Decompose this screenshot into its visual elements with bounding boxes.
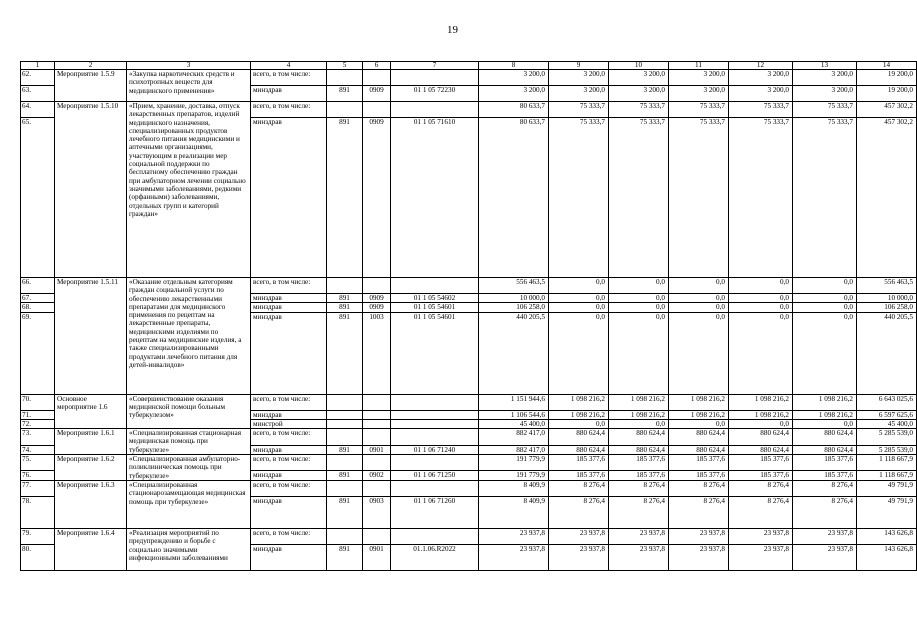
amount-cell: 882 417,0 (479, 429, 549, 445)
executor: минздрав (251, 86, 327, 102)
header-cell: 2 (55, 62, 127, 70)
amount-cell: 5 285 539,0 (857, 445, 917, 455)
executor: всего, в том числе: (251, 480, 327, 496)
grbs-code: 891 (327, 312, 363, 394)
executor: минстрой (251, 419, 327, 428)
header-cell: 8 (479, 62, 549, 70)
activity-description: «Специализированная амбулаторно-поликлиническая помощь при туберкулезе» (127, 455, 251, 481)
amount-cell: 880 624,4 (549, 429, 609, 445)
row-number: 76. (21, 471, 55, 481)
amount-cell: 3 200,0 (479, 86, 549, 102)
header-cell: 13 (793, 62, 857, 70)
amount-cell: 3 200,0 (729, 70, 793, 86)
row-number: 71. (21, 410, 55, 419)
amount-cell: 106 258,0 (857, 303, 917, 312)
amount-cell: 1 118 667,9 (857, 455, 917, 471)
amount-cell: 0,0 (669, 294, 729, 303)
target-code (391, 70, 479, 86)
amount-cell: 3 200,0 (549, 86, 609, 102)
header-cell: 9 (549, 62, 609, 70)
amount-cell: 457 302,2 (857, 102, 917, 118)
amount-cell: 0,0 (549, 294, 609, 303)
amount-cell: 880 624,4 (729, 445, 793, 455)
table-row (21, 102, 917, 118)
header-cell: 12 (729, 62, 793, 70)
amount-cell: 0,0 (609, 419, 669, 428)
table-row (21, 70, 917, 86)
target-code (391, 102, 479, 118)
amount-cell: 75 333,7 (609, 118, 669, 278)
amount-cell: 0,0 (729, 419, 793, 428)
amount-cell: 185 377,6 (609, 455, 669, 471)
amount-cell: 143 626,8 (857, 544, 917, 570)
activity-description: «Совершенствование оказания медицинской помощи больным туберкулезом» (127, 394, 251, 429)
amount-cell: 1 098 216,2 (609, 394, 669, 410)
amount-cell: 80 633,7 (479, 102, 549, 118)
section-code (363, 480, 391, 496)
amount-cell: 880 624,4 (609, 429, 669, 445)
grbs-code: 891 (327, 86, 363, 102)
grbs-code (327, 429, 363, 445)
section-code: 0902 (363, 471, 391, 481)
amount-cell: 75 333,7 (609, 102, 669, 118)
grbs-code (327, 278, 363, 294)
amount-cell: 0,0 (549, 303, 609, 312)
amount-cell: 880 624,4 (609, 445, 669, 455)
amount-cell: 23 937,8 (669, 544, 729, 570)
target-code: 01 1 06 71240 (391, 445, 479, 455)
section-code (363, 70, 391, 86)
executor: минздрав (251, 294, 327, 303)
amount-cell: 1 098 216,2 (669, 410, 729, 419)
activity-description: «Оказание отдельным категориям граждан социальной услуги по обеспечению лекарственными препаратами для медицинского применения по рецептам на лекарственные препараты, медицинскими изделиями по рецептам на медицинские изделия, а также специализированными продуктами лечебного питания для детей-инвалидов» (127, 278, 251, 395)
amount-cell: 5 285 539,0 (857, 429, 917, 445)
amount-cell: 3 200,0 (609, 86, 669, 102)
header-row (21, 62, 917, 70)
amount-cell: 143 626,8 (857, 528, 917, 544)
amount-cell: 8 276,4 (793, 496, 857, 528)
amount-cell: 0,0 (793, 303, 857, 312)
executor: всего, в том числе: (251, 455, 327, 471)
amount-cell: 185 377,6 (793, 471, 857, 481)
activity-description: «Закупка наркотических средств и психотропных веществ для медицинского применения» (127, 70, 251, 102)
amount-cell: 3 200,0 (729, 86, 793, 102)
amount-cell: 556 463,5 (479, 278, 549, 294)
amount-cell: 75 333,7 (549, 102, 609, 118)
amount-cell: 19 200,0 (857, 86, 917, 102)
section-code (363, 102, 391, 118)
row-number: 79. (21, 528, 55, 544)
amount-cell: 0,0 (609, 312, 669, 394)
header-cell: 1 (21, 62, 55, 70)
grbs-code: 891 (327, 544, 363, 570)
amount-cell: 0,0 (669, 278, 729, 294)
amount-cell: 0,0 (793, 312, 857, 394)
section-code: 0901 (363, 544, 391, 570)
target-code (391, 480, 479, 496)
executor: всего, в том числе: (251, 528, 327, 544)
amount-cell: 1 098 216,2 (793, 410, 857, 419)
section-code: 1003 (363, 312, 391, 394)
grbs-code: 891 (327, 496, 363, 528)
amount-cell: 8 409,9 (479, 480, 549, 496)
amount-cell: 1 118 667,9 (857, 471, 917, 481)
section-code (363, 528, 391, 544)
executor: минздрав (251, 312, 327, 394)
row-number: 62. (21, 70, 55, 86)
amount-cell: 0,0 (729, 303, 793, 312)
target-code: 01 1 05 54602 (391, 294, 479, 303)
amount-cell: 440 205,5 (857, 312, 917, 394)
amount-cell: 1 098 216,2 (669, 394, 729, 410)
grbs-code (327, 528, 363, 544)
row-number: 63. (21, 86, 55, 102)
table-row (21, 394, 917, 410)
amount-cell: 191 779,9 (479, 471, 549, 481)
header-cell: 10 (609, 62, 669, 70)
amount-cell: 45 400,0 (857, 419, 917, 428)
executor: минздрав (251, 303, 327, 312)
amount-cell: 0,0 (669, 312, 729, 394)
executor: минздрав (251, 118, 327, 278)
activity-description: «Специализированная стационарная медицинская помощь при туберкулезе» (127, 429, 251, 455)
activity-name: Основное мероприятие 1.6 (55, 394, 127, 429)
activity-name: Мероприятие 1.6.4 (55, 528, 127, 570)
amount-cell: 23 937,8 (609, 528, 669, 544)
section-code (363, 455, 391, 471)
amount-cell: 3 200,0 (669, 70, 729, 86)
table-row (21, 278, 917, 294)
amount-cell: 8 276,4 (549, 480, 609, 496)
executor: минздрав (251, 496, 327, 528)
amount-cell: 8 276,4 (793, 480, 857, 496)
executor: всего, в том числе: (251, 429, 327, 445)
amount-cell: 8 276,4 (609, 496, 669, 528)
row-number: 77. (21, 480, 55, 496)
amount-cell: 80 633,7 (479, 118, 549, 278)
amount-cell: 23 937,8 (793, 528, 857, 544)
amount-cell: 75 333,7 (729, 102, 793, 118)
activity-description: «Специализированная стационарозамещающая медицинская помощь при туберкулезе» (127, 480, 251, 528)
row-number: 65. (21, 118, 55, 278)
amount-cell: 10 000,0 (479, 294, 549, 303)
amount-cell: 8 409,9 (479, 496, 549, 528)
executor: минздрав (251, 410, 327, 419)
section-code (363, 429, 391, 445)
amount-cell: 0,0 (729, 312, 793, 394)
amount-cell: 882 417,0 (479, 445, 549, 455)
activity-description: «Реализация мероприятий по предупреждению и борьбе с социально значимыми инфекционными заболеваниями (127, 528, 251, 570)
amount-cell: 1 106 544,6 (479, 410, 549, 419)
amount-cell: 0,0 (729, 294, 793, 303)
amount-cell: 3 200,0 (549, 70, 609, 86)
executor: всего, в том числе: (251, 278, 327, 294)
section-code (363, 419, 391, 428)
grbs-code (327, 410, 363, 419)
section-code: 0901 (363, 445, 391, 455)
amount-cell: 0,0 (793, 294, 857, 303)
row-number: 68. (21, 303, 55, 312)
executor: всего, в том числе: (251, 70, 327, 86)
target-code (391, 394, 479, 410)
grbs-code: 891 (327, 294, 363, 303)
section-code (363, 394, 391, 410)
row-number: 78. (21, 496, 55, 528)
amount-cell: 1 098 216,2 (793, 394, 857, 410)
amount-cell: 880 624,4 (669, 445, 729, 455)
activity-name: Мероприятие 1.5.9 (55, 70, 127, 102)
target-code: 01.1.06.R2022 (391, 544, 479, 570)
amount-cell: 457 302,2 (857, 118, 917, 278)
row-number: 70. (21, 394, 55, 410)
table-row (21, 480, 917, 496)
section-code: 0909 (363, 86, 391, 102)
header-cell: 11 (669, 62, 729, 70)
amount-cell: 0,0 (549, 312, 609, 394)
grbs-code (327, 419, 363, 428)
amount-cell: 1 098 216,2 (729, 394, 793, 410)
amount-cell: 6 643 025,6 (857, 394, 917, 410)
grbs-code: 891 (327, 118, 363, 278)
target-code (391, 419, 479, 428)
target-code (391, 410, 479, 419)
amount-cell: 880 624,4 (669, 429, 729, 445)
grbs-code (327, 394, 363, 410)
target-code: 01 1 05 71610 (391, 118, 479, 278)
grbs-code: 891 (327, 445, 363, 455)
target-code: 01 1 05 72230 (391, 86, 479, 102)
grbs-code (327, 455, 363, 471)
target-code: 01 1 06 71260 (391, 496, 479, 528)
amount-cell: 3 200,0 (609, 70, 669, 86)
amount-cell: 45 400,0 (479, 419, 549, 428)
amount-cell: 185 377,6 (549, 471, 609, 481)
grbs-code (327, 480, 363, 496)
activity-description: «Прием, хранение, доставка, отпуск лекарственных препаратов, изделий медицинского назначения, специализированных продуктов лечебного питания медицинскими и аптечными организациями, участвующим в реализации мер социальной поддержки по бесплатному обеспечению граждан при амбулаторном лечении социально значимыми заболеваниями, редкими (орфанными) заболеваниями, отдельных групп и категорий граждан» (127, 102, 251, 278)
executor: минздрав (251, 544, 327, 570)
header-cell: 7 (391, 62, 479, 70)
amount-cell: 75 333,7 (729, 118, 793, 278)
section-code: 0909 (363, 294, 391, 303)
activity-name: Мероприятие 1.5.11 (55, 278, 127, 395)
amount-cell: 8 276,4 (549, 496, 609, 528)
amount-cell: 1 098 216,2 (549, 394, 609, 410)
amount-cell: 0,0 (609, 278, 669, 294)
amount-cell: 0,0 (609, 294, 669, 303)
target-code (391, 455, 479, 471)
activity-name: Мероприятие 1.6.1 (55, 429, 127, 455)
amount-cell: 3 200,0 (793, 86, 857, 102)
section-code (363, 410, 391, 419)
amount-cell: 185 377,6 (669, 455, 729, 471)
amount-cell: 1 098 216,2 (549, 410, 609, 419)
amount-cell: 19 200,0 (857, 70, 917, 86)
amount-cell: 49 791,9 (857, 480, 917, 496)
amount-cell: 0,0 (669, 303, 729, 312)
row-number: 73. (21, 429, 55, 445)
amount-cell: 0,0 (669, 419, 729, 428)
amount-cell: 3 200,0 (793, 70, 857, 86)
amount-cell: 23 937,8 (549, 544, 609, 570)
row-number: 64. (21, 102, 55, 118)
page-number: 19 (447, 24, 458, 36)
amount-cell: 0,0 (793, 419, 857, 428)
amount-cell: 23 937,8 (479, 528, 549, 544)
executor: минздрав (251, 471, 327, 481)
target-code: 01 1 05 54601 (391, 312, 479, 394)
amount-cell: 185 377,6 (729, 471, 793, 481)
amount-cell: 23 937,8 (729, 528, 793, 544)
amount-cell: 75 333,7 (669, 102, 729, 118)
amount-cell: 75 333,7 (549, 118, 609, 278)
grbs-code: 891 (327, 303, 363, 312)
amount-cell: 0,0 (729, 278, 793, 294)
amount-cell: 75 333,7 (669, 118, 729, 278)
executor: минздрав (251, 445, 327, 455)
header-cell: 4 (251, 62, 327, 70)
amount-cell: 23 937,8 (729, 544, 793, 570)
amount-cell: 880 624,4 (549, 445, 609, 455)
amount-cell: 185 377,6 (793, 455, 857, 471)
amount-cell: 191 779,9 (479, 455, 549, 471)
header-cell: 5 (327, 62, 363, 70)
header-cell: 3 (127, 62, 251, 70)
row-number: 75. (21, 455, 55, 471)
budget-table (20, 61, 917, 571)
row-number: 74. (21, 445, 55, 455)
amount-cell: 23 937,8 (609, 544, 669, 570)
row-number: 66. (21, 278, 55, 294)
amount-cell: 23 937,8 (669, 528, 729, 544)
amount-cell: 185 377,6 (669, 471, 729, 481)
executor: всего, в том числе: (251, 394, 327, 410)
section-code (363, 278, 391, 294)
amount-cell: 880 624,4 (793, 445, 857, 455)
activity-name: Мероприятие 1.6.3 (55, 480, 127, 528)
header-cell: 6 (363, 62, 391, 70)
row-number: 80. (21, 544, 55, 570)
amount-cell: 0,0 (609, 303, 669, 312)
amount-cell: 185 377,6 (729, 455, 793, 471)
amount-cell: 8 276,4 (609, 480, 669, 496)
amount-cell: 75 333,7 (793, 118, 857, 278)
amount-cell: 106 258,0 (479, 303, 549, 312)
amount-cell: 1 098 216,2 (609, 410, 669, 419)
amount-cell: 1 151 944,6 (479, 394, 549, 410)
amount-cell: 10 000,0 (857, 294, 917, 303)
activity-name: Мероприятие 1.6.2 (55, 455, 127, 481)
amount-cell: 6 597 625,6 (857, 410, 917, 419)
target-code (391, 278, 479, 294)
amount-cell: 3 200,0 (669, 86, 729, 102)
amount-cell: 75 333,7 (793, 102, 857, 118)
row-number: 72. (21, 419, 55, 428)
activity-name: Мероприятие 1.5.10 (55, 102, 127, 278)
table-row (21, 429, 917, 445)
section-code: 0909 (363, 303, 391, 312)
amount-cell: 23 937,8 (479, 544, 549, 570)
amount-cell: 185 377,6 (609, 471, 669, 481)
amount-cell: 8 276,4 (669, 496, 729, 528)
amount-cell: 1 098 216,2 (729, 410, 793, 419)
target-code: 01 1 05 54601 (391, 303, 479, 312)
amount-cell: 8 276,4 (669, 480, 729, 496)
amount-cell: 880 624,4 (793, 429, 857, 445)
section-code: 0903 (363, 496, 391, 528)
amount-cell: 440 205,5 (479, 312, 549, 394)
amount-cell: 8 276,4 (729, 496, 793, 528)
amount-cell: 185 377,6 (549, 455, 609, 471)
amount-cell: 880 624,4 (729, 429, 793, 445)
amount-cell: 556 463,5 (857, 278, 917, 294)
header-cell: 14 (857, 62, 917, 70)
table-row (21, 528, 917, 544)
grbs-code (327, 102, 363, 118)
row-number: 69. (21, 312, 55, 394)
executor: всего, в том числе: (251, 102, 327, 118)
grbs-code (327, 70, 363, 86)
target-code: 01 1 06 71250 (391, 471, 479, 481)
amount-cell: 49 791,9 (857, 496, 917, 528)
amount-cell: 3 200,0 (479, 70, 549, 86)
amount-cell: 8 276,4 (729, 480, 793, 496)
table-row (21, 455, 917, 471)
amount-cell: 23 937,8 (793, 544, 857, 570)
row-number: 67. (21, 294, 55, 303)
target-code (391, 528, 479, 544)
target-code (391, 429, 479, 445)
grbs-code: 891 (327, 471, 363, 481)
amount-cell: 23 937,8 (549, 528, 609, 544)
amount-cell: 0,0 (549, 419, 609, 428)
section-code: 0909 (363, 118, 391, 278)
amount-cell: 0,0 (549, 278, 609, 294)
amount-cell: 0,0 (793, 278, 857, 294)
